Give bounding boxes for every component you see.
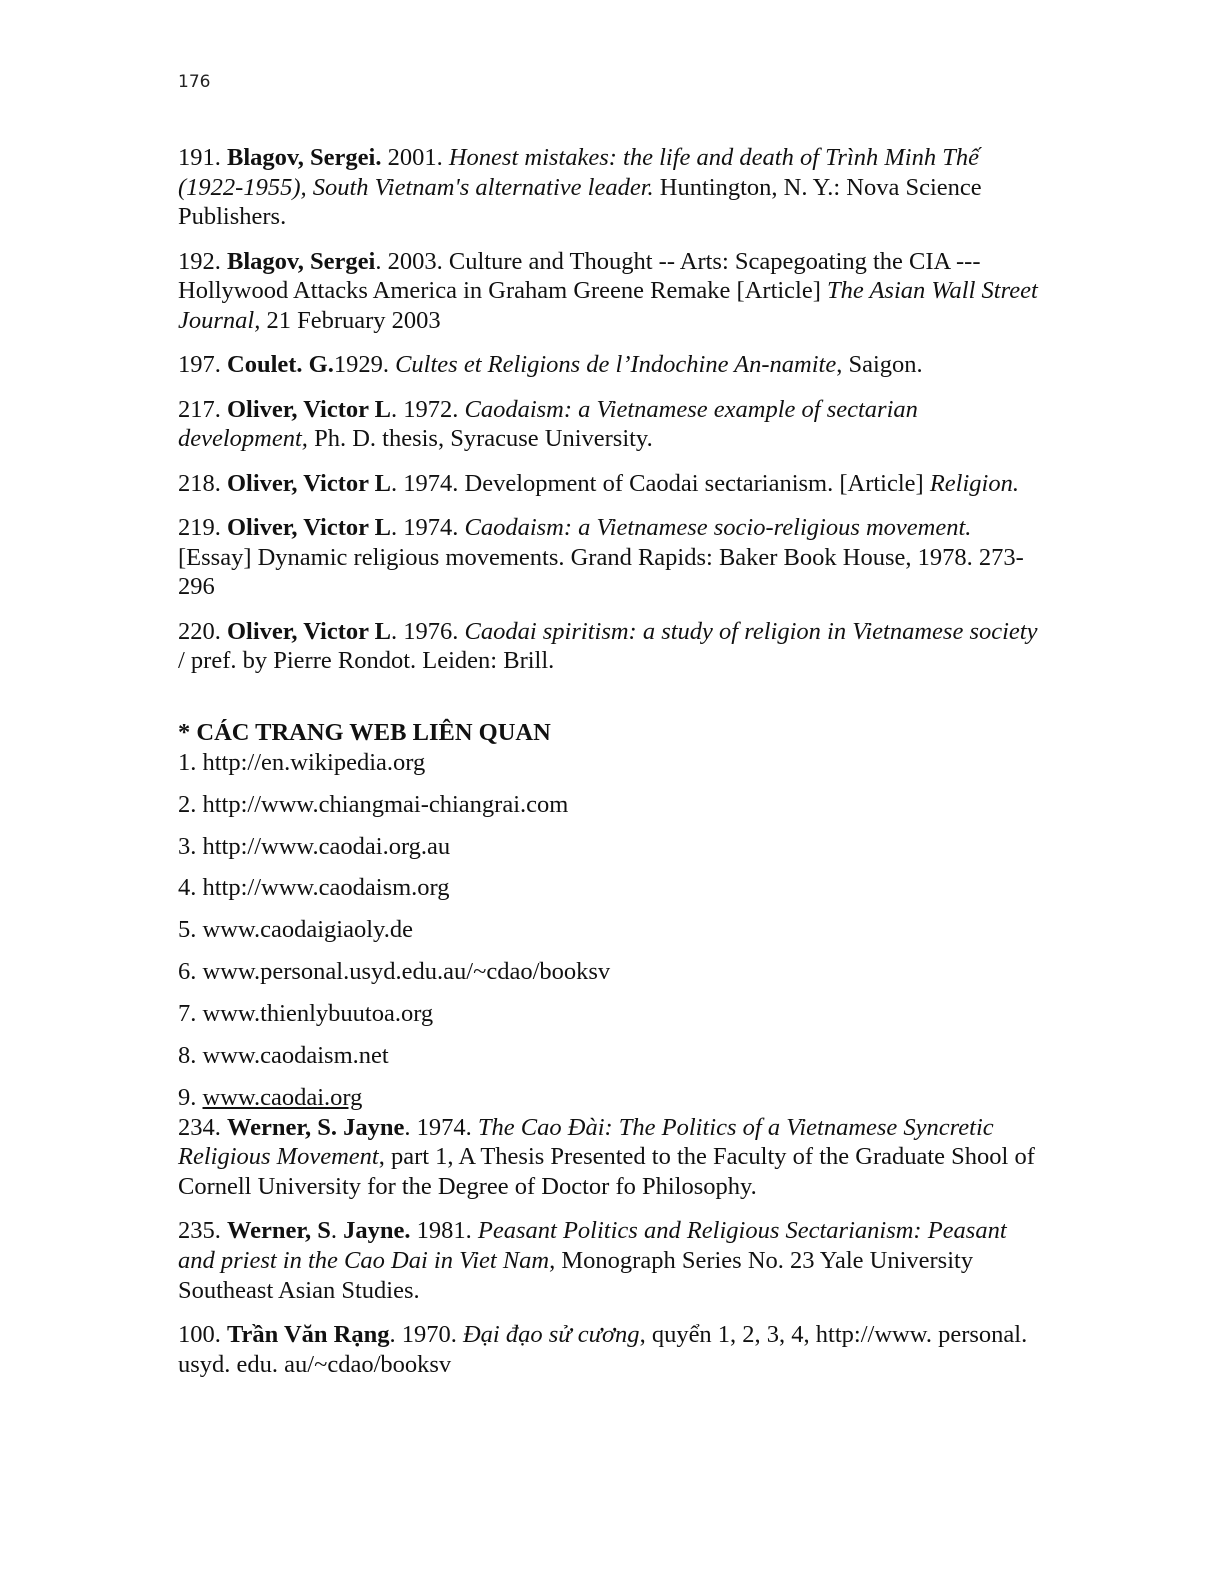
entry-author: Oliver, Victor L [227, 617, 391, 645]
entry-year: . 1974. [391, 514, 465, 541]
entry-title: Peasant Politics and Religious Sectarianism: Peasant and priest in the Cao Dai in Viet Nam, [178, 1217, 1007, 1275]
entry-number: 191. [178, 144, 227, 171]
entry-year: . 1970. [389, 1321, 463, 1349]
bib-entry-234 [178, 1113, 1048, 1202]
website-item: 2. http://www.chiangmai-chiangrai.com [178, 790, 569, 818]
bib-entry-235 [178, 1216, 1048, 1305]
page-number: 176 [178, 72, 211, 92]
bib-entry-100 [178, 1320, 1048, 1379]
entry-year: 2001. [381, 144, 449, 171]
entry-year: . 1976. [391, 617, 465, 645]
entry-publisher: Ph. D. thesis, Syracuse University. [307, 425, 653, 453]
entry-publisher: / pref. by Pierre Rondot. Leiden: Brill. [178, 647, 555, 675]
website-item: 1. http://en.wikipedia.org [178, 748, 426, 776]
entry-publisher: Monograph Series No. 23 Yale University Southeast Asian Studies. [178, 1247, 974, 1304]
entry-number: 218. [178, 469, 227, 497]
website-item: 3. http://www.caodai.org.au [178, 832, 451, 860]
entry-number: 220. [178, 617, 227, 645]
entry-author: Blagov, Sergei [227, 247, 376, 275]
entry-author: Werner, S. Jayne [227, 1113, 405, 1141]
entry-author: Blagov, Sergei. [227, 144, 382, 171]
website-item: 7. www.thienlybuutoa.org [178, 1000, 434, 1028]
bib-entry-192 [178, 247, 1048, 336]
entry-title: Caodaism: a Vietnamese example of sectarian development, [178, 395, 918, 453]
website-number: 9. [178, 1083, 203, 1111]
entry-number: 234. [178, 1113, 227, 1141]
entry-author: Trần Văn Rạng [227, 1321, 390, 1349]
entry-year: . 2003. Culture and Thought -- Arts: Scapegoating the CIA --- Hollywood Attacks America in Graham Greene Remake [Article] [178, 247, 981, 305]
entry-title: Đại đạo sử cương [462, 1321, 640, 1349]
entry-publisher: Huntington, N. Y.: Nova Science Publishers. [178, 173, 982, 231]
bib-entry-218 [178, 469, 1048, 499]
bib-entry-197 [178, 350, 1048, 380]
entry-year: . 1974. Development of Caodai sectarianism. [Article] [391, 469, 930, 497]
entry-number: 100. [178, 1321, 227, 1349]
entry-title: The Asian Wall Street Journal, [178, 277, 1038, 335]
entry-number: 235. [178, 1217, 227, 1245]
entry-year: 1929. [333, 351, 396, 379]
entry-title: Caodaism: a Vietnamese socio-religious movement. [464, 514, 972, 541]
entry-publisher: , part 1, A Thesis Presented to the Faculty of the Graduate Shool of Cornell University for the Degree of Doctor fo Philosophy. [178, 1143, 1035, 1201]
website-item-last [178, 1083, 1048, 1113]
bib-entry-220 [178, 617, 1048, 676]
entry-title: Caodai spiritism: a study of religion in Vietnamese society [464, 617, 1038, 645]
entry-author-cont: Jayne. [343, 1217, 411, 1245]
entry-publisher: 21 February 2003 [260, 307, 441, 335]
entry-publisher: , quyển 1, 2, 3, 4, http://www. personal. usyd. edu. au/~cdao/booksv [178, 1321, 1028, 1378]
entry-author: Werner, S [227, 1217, 331, 1245]
bib-entry-191 [178, 143, 1048, 232]
entry-year: . 1974. [404, 1113, 478, 1141]
section-heading: * CÁC TRANG WEB LIÊN QUAN [178, 719, 551, 747]
entry-number: 217. [178, 395, 227, 423]
bib-entry-217 [178, 395, 1048, 454]
entry-number: 219. [178, 514, 227, 541]
bibliography [178, 143, 1048, 1394]
entry-author: Oliver, Victor L [227, 469, 391, 497]
bib-entry-219 [178, 513, 1048, 602]
entry-publisher: , Saigon. [836, 351, 923, 379]
entry-author: Oliver, Victor L [227, 514, 391, 541]
entry-title: Cultes et Religions de l’Indochine An-namite [395, 351, 837, 379]
entry-title: Honest mistakes: the life and death of Trình Minh Thế (1922-1955), South Vietnam's alternative leader. [178, 144, 979, 201]
entry-publisher: [Essay] Dynamic religious movements. Grand Rapids: Baker Book House, 1978. 273-296 [178, 543, 1024, 601]
entry-year: 1981. [410, 1217, 478, 1245]
entry-author: Oliver, Victor L [227, 395, 391, 423]
website-item: 6. www.personal.usyd.edu.au/~cdao/booksv [178, 958, 611, 986]
website-item: 4. http://www.caodaism.org [178, 874, 450, 902]
website-link[interactable]: www.caodai.org [202, 1083, 363, 1111]
entry-separator: . [330, 1217, 344, 1245]
entry-year: . 1972. [391, 395, 465, 423]
entry-number: 192. [178, 247, 227, 275]
entry-title: The Cao Đài: The Politics of a Vietnamese Syncretic Religious Movement [178, 1113, 994, 1171]
entry-author: Coulet. G. [227, 351, 334, 379]
website-item: 8. www.caodaism.net [178, 1042, 389, 1070]
entry-number: 197. [178, 351, 227, 379]
website-item: 5. www.caodaigiaoly.de [178, 916, 413, 944]
entry-title: Religion. [929, 469, 1019, 497]
